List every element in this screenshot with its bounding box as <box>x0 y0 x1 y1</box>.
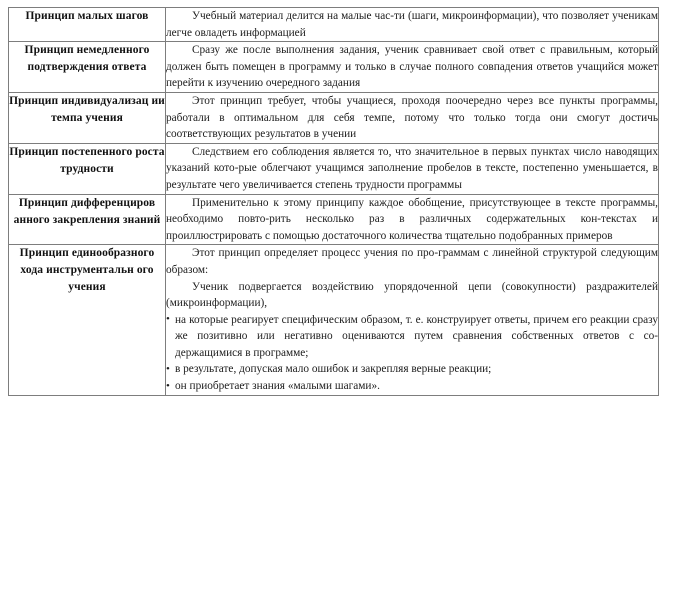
description-paragraph: Учебный материал делится на малые час-ти (шаги, микроинформации), что позволяет ученикам легче овладеть информацией <box>166 10 658 39</box>
description-paragraph: Ученик подвергается воздействию упорядоченной цепи (совокупности) раздражителей (микроинформации), <box>166 280 658 310</box>
principle-description-cell <box>166 42 659 93</box>
list-item: • он приобретает знания «малыми шагами». <box>166 378 658 395</box>
table-row <box>9 143 659 194</box>
description-bullet-list <box>166 312 658 395</box>
description-paragraph: Этот принцип определяет процесс учения по про-граммам с линейной структурой следующим образом: <box>166 247 658 276</box>
description-paragraph: Применительно к этому принципу каждое обобщение, присутствующее в тексте программы, необходимо повто-рить несколько раз в различных содержательных кон-текстах и проиллюстрировать с помощью достаточного количества тщательно подобранных примеров <box>166 196 658 242</box>
table-body <box>9 8 659 396</box>
description-paragraph: Следствием его соблюдения является то, что значительное в первых пунктах число наводящих указаний кото-рые облегчают учащимся заполнение пробелов в тексте, постепенно уменьшается, в результате чего увеличивается степень трудности программы <box>166 145 658 191</box>
table-row <box>9 245 659 395</box>
principle-name-cell <box>9 194 166 245</box>
table-row <box>9 194 659 245</box>
principle-name-cell <box>9 42 166 93</box>
table-row <box>9 92 659 143</box>
principles-table <box>8 7 659 396</box>
description-paragraph: Этот принцип требует, чтобы учащиеся, проходя поочередно через все пункты программы, работали в оптимальном для себя темпе, потому что только тогда они смогут достичь соответствующих результатов в учении <box>166 94 658 141</box>
table-row <box>9 8 659 42</box>
principle-description-cell <box>166 143 659 194</box>
list-item: • в результате, допуская мало ошибок и закрепляя верные реакции; <box>166 361 658 378</box>
principle-name: Принцип постепенного роста трудности <box>9 145 165 175</box>
principle-name-cell <box>9 92 166 143</box>
principle-name: Принцип единообразного хода инструментальн ого учения <box>19 247 155 294</box>
description-paragraph: Сразу же после выполнения задания, ученик сравнивает свой ответ с правильным, который должен быть помещен в программу и только в случае полного совпадения ответов учащийся может перейти к изучению очередного задания <box>166 44 658 90</box>
principle-name-cell <box>9 143 166 194</box>
principle-name: Принцип индивидуализац ии темпа учения <box>9 94 165 124</box>
principle-name: Принцип малых шагов <box>25 10 149 22</box>
principle-name: Принцип немедленного подтверждения ответа <box>24 44 150 74</box>
principle-description-cell <box>166 245 659 395</box>
principle-description-cell <box>166 92 659 143</box>
principle-name-cell <box>9 245 166 395</box>
principle-description-cell <box>166 8 659 42</box>
principle-name: Принцип дифференциров анного закрепления знаний <box>13 196 161 226</box>
list-item: • на которые реагирует специфическим образом, т. е. конструирует ответы, причем его реакции сразу же позитивно или негативно оцениваются путем сравнения собственных ответов с со-держащимися в программе; <box>166 312 658 362</box>
principle-name-cell <box>9 8 166 42</box>
table-row <box>9 42 659 93</box>
principle-description-cell <box>166 194 659 245</box>
